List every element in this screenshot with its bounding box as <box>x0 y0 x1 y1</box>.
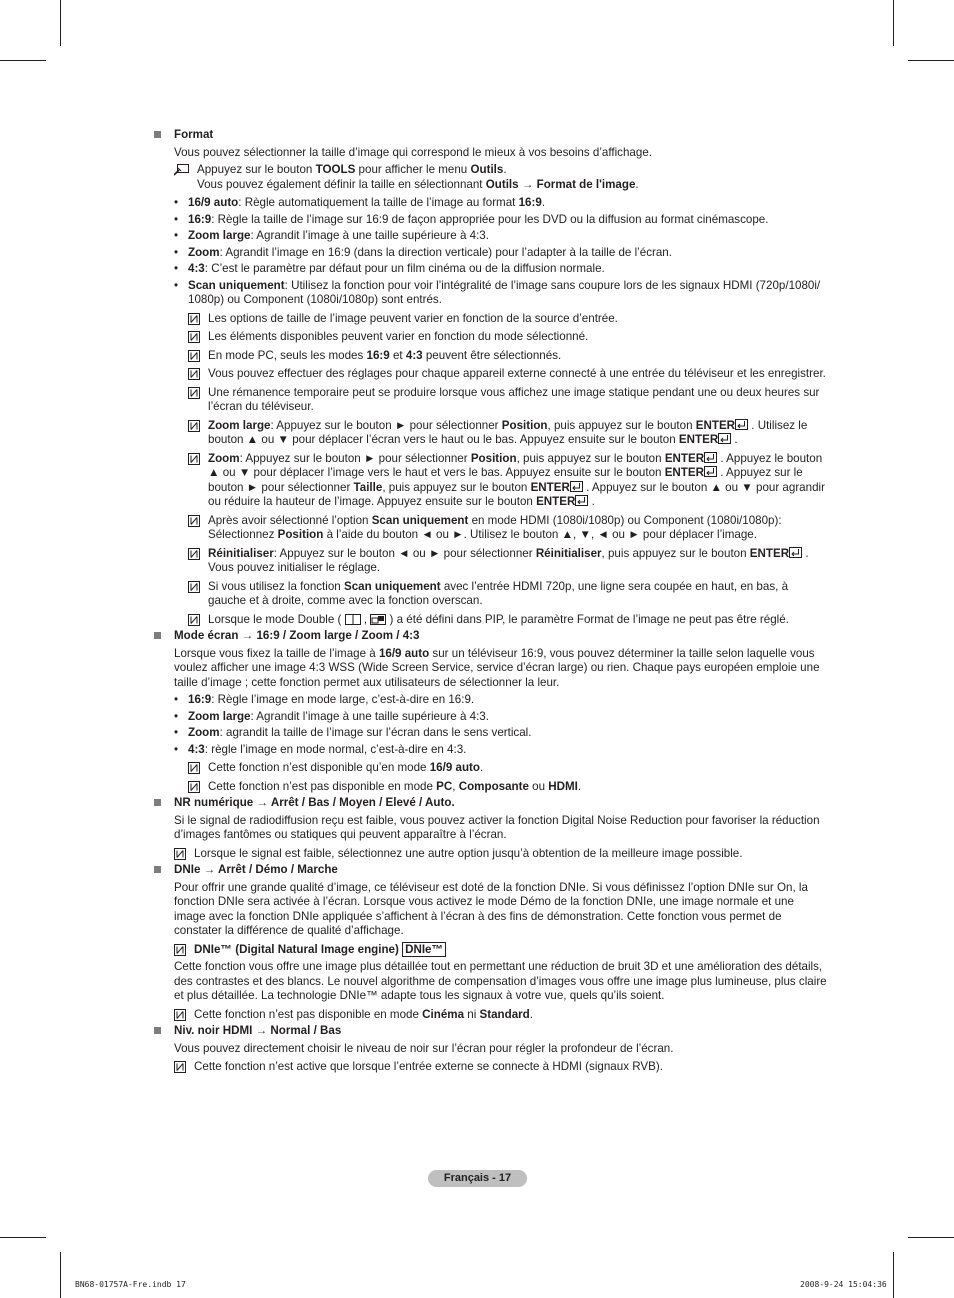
list-item: • 16:9: Règle l’image en mode large, c’est-à-dire en 16:9. <box>174 693 828 708</box>
note: En mode PC, seuls les modes 16:9 et 4:3 peuvent être sélectionnés. <box>174 349 828 364</box>
note: Si vous utilisez la fonction Scan uniquement avec l’entrée HDMI 720p, une ligne sera coupée en haut, en bas, à gauche et à droite, comme avec la fonction overscan. <box>174 580 828 609</box>
section-title: NR numérique → Arrêt / Bas / Moyen / Elevé / Auto. <box>174 796 455 809</box>
note-icon <box>188 313 200 325</box>
enter-icon <box>570 481 583 492</box>
note: Zoom large: Appuyez sur le bouton ► pour sélectionner Position, puis appuyez sur le bouton ENTER . Utilisez le bouton ▲ ou ▼ pour déplacer l’écran vers le haut ou le bas. Appuyez ensuite sur le bouton ENTER . <box>174 419 828 448</box>
option-list <box>174 693 828 794</box>
manual-content <box>152 126 828 1075</box>
note: Lorsque le signal est faible, sélectionnez une autre option jusqu’à obtention de la meilleure image possible. <box>174 847 828 862</box>
crop-mark <box>0 60 46 61</box>
paragraph: Vous pouvez sélectionner la taille d’image qui correspond le mieux à vos besoins d’affichage. <box>174 145 652 159</box>
list-item: • 4:3: C’est le paramètre par défaut pour un film cinéma ou de la diffusion normale. <box>174 262 828 277</box>
tools-line: Vous pouvez également définir la taille en sélectionnant Outils → Format de l'image. <box>197 177 639 191</box>
section-title: Niv. noir HDMI → Normal / Bas <box>174 1024 342 1037</box>
list-item: • Zoom large: Agrandit l’image à une taille supérieure à 4:3. <box>174 710 828 725</box>
note: Cette fonction n’est active que lorsque l’entrée externe se connecte à HDMI (signaux RVB). <box>174 1060 828 1075</box>
page-number-badge: Français - 17 <box>428 1170 527 1187</box>
print-file-info: BN68-01757A-Fre.indb 17 <box>75 1280 186 1289</box>
section-title: Format <box>174 128 214 141</box>
note: Une rémanence temporaire peut se produire lorsque vous affichez une image statique pendant une ou deux heures sur l’écran du téléviseur. <box>174 386 828 415</box>
list-item: • Zoom: agrandit la taille de l’image sur l’écran dans le sens vertical. <box>174 726 828 741</box>
crop-mark <box>908 60 954 61</box>
tools-tip <box>174 163 828 192</box>
note: Cette fonction n’est pas disponible en mode Cinéma ni Standard. <box>174 1008 828 1023</box>
note-icon <box>188 515 200 527</box>
note: Lorsque le mode Double ( , ) a été défini dans PIP, le paramètre Format de l’image ne peut pas être réglé. <box>174 613 828 628</box>
note-icon <box>188 614 200 626</box>
note-icon <box>188 548 200 560</box>
crop-mark <box>908 1237 954 1238</box>
section-format <box>152 128 828 627</box>
section-bullet-icon <box>154 131 161 138</box>
section-nr-numerique <box>152 796 828 861</box>
note: Réinitialiser: Appuyez sur le bouton ◄ ou ► pour sélectionner Réinitialiser, puis appuyez sur le bouton ENTER . Vous pouvez initialiser le réglage. <box>174 547 828 576</box>
list-item: • Zoom: Agrandit l’image en 16:9 (dans la direction verticale) pour l’adapter à la taille de l’écran. <box>174 246 828 261</box>
list-item: • Scan uniquement: Utilisez la fonction pour voir l’intégralité de l’image sans coupure lors de les signaux HDMI (720p/1080i/ 1080p) ou Component (1080i/1080p) sont entrés. Les options de taille de l’image peuvent varier en fonction de la source d’entrée. Les éléments disponibles peuvent varier en fonction du mode sélectionné. En mode PC, seuls les modes 16:9 et 4:3 peuvent être sélectionnés. Vous pouvez effectuer des réglages pour chaque appareil externe connecté à une entrée du téléviseur et les enregistrer. Une rémanence temporaire peut se produire lorsque vous affichez une image statique pendant une ou deux heures sur l’écran du téléviseur. Zoom large: Appuyez sur le bouton ► pour sélectionner Position, puis appuyez sur le bouton ENTER . Utilisez le bouton ▲ ou ▼ pour déplacer l’écran vers le haut ou le bas. Appuyez ensuite sur le bouton ENTER . Zoom: Appuyez sur le bouton ► pour sélectionner Position, puis appuyez sur le bouton ENTER . Appuyez le bouton ▲ ou ▼ pour déplacer l’image vers le haut et vers le bas. Appuyez ensuite sur le bouton ENTER . Appuyez sur le bouton ► pour sélectionner Taille, puis appuyez sur le bouton ENTER . Appuyez sur le bouton ▲ ou ▼ pour agrandir ou réduire la hauteur de l’image. Appuyez ensuite sur le bouton ENTER . Après avoir sélectionné l’option Scan uniquement en mode HDMI (1080i/1080p) ou Component (1080i/1080p): Sélectionnez Position à l’aide du bouton ◄ ou ►. Utilisez le bouton ▲, ▼, ◄ ou ► pour déplacer l’image. Réinitialiser: Appuyez sur le bouton ◄ ou ► pour sélectionner Réinitialiser, puis appuyez sur le bouton ENTER . Vous pouvez initialiser le réglage. Si vous utilisez la fonction Scan uniquement avec l’entrée HDMI 720p, une ligne sera coupée en haut, en bas, à gauche et à droite, comme avec la fonction overscan. Lorsque le mode Double ( , ) a été défini dans PIP, le paramètre Format de l’image ne peut pas être réglé. <box>174 279 828 628</box>
note-icon <box>188 762 200 774</box>
note-icon <box>188 350 200 362</box>
section-bullet-icon <box>154 632 161 639</box>
note-icon <box>174 944 186 956</box>
enter-icon <box>704 466 717 477</box>
note: Cette fonction n’est pas disponible en mode PC, Composante ou HDMI. <box>174 780 828 795</box>
note: Les options de taille de l’image peuvent varier en fonction de la source d’entrée. <box>174 312 828 327</box>
note-icon <box>188 331 200 343</box>
crop-mark <box>893 0 894 46</box>
paragraph: Vous pouvez directement choisir le niveau de noir sur l’écran pour régler la profondeur de l’écran. <box>174 1041 674 1055</box>
section-bullet-icon <box>154 1027 161 1034</box>
enter-icon <box>704 452 717 463</box>
enter-icon <box>718 433 731 444</box>
section-title: Mode écran → 16:9 / Zoom large / Zoom / 4:3 <box>174 629 420 642</box>
note-icon <box>188 781 200 793</box>
crop-mark <box>60 1252 61 1298</box>
pip-double-icon <box>370 614 386 625</box>
note-icon <box>188 420 200 432</box>
option-list <box>174 196 828 627</box>
crop-mark <box>60 0 61 46</box>
note: Cette fonction n’est disponible qu’en mode 16/9 auto. <box>174 761 828 776</box>
enter-icon <box>789 547 802 558</box>
pip-double-icon <box>345 614 361 625</box>
dnie-badge: DNIe™ <box>402 942 446 957</box>
print-datetime: 2008-9-24 15:04:36 <box>800 1280 887 1289</box>
list-item: • 16:9: Règle la taille de l’image sur 16:9 de façon appropriée pour les DVD ou la diffusion au format cinémascope. <box>174 213 828 228</box>
enter-icon <box>735 419 748 430</box>
note-icon <box>174 1009 186 1021</box>
note-icon <box>188 581 200 593</box>
paragraph: Pour offrir une grande qualité d’image, ce téléviseur est doté de la fonction DNIe. Si vous définissez l’option DNIe sur On, la fonction DNIe sera activée à l’écran. Lorsque vous activez le mode Démo de la fonction DNIe, une image normale et une image avec la fonction DNIe appliquée s’affichent à l’écran à des fins de démonstration. Cette fonction vous permet de constater la différence de qualité d’affichage. <box>174 880 808 937</box>
section-bullet-icon <box>154 799 161 806</box>
section-dnie <box>152 863 828 1022</box>
enter-icon <box>575 495 588 506</box>
crop-mark <box>0 1237 46 1238</box>
tools-icon <box>174 164 189 181</box>
paragraph: Cette fonction vous offre une image plus détaillée tout en permettant une réduction de bruit 3D et une amélioration des détails, des contrastes et des blancs. Le nouvel algorithme de compensation d’images vous offre une image plus lumineuse, plus claire et plus détaillée. La technologie DNIe™ adapte tous les signaux à votre vue, quels qu’ils soient. <box>174 960 827 1002</box>
note-icon <box>188 387 200 399</box>
note-icon <box>174 848 186 860</box>
list-item: • 16/9 auto: Règle automatiquement la taille de l’image au format 16:9. <box>174 196 828 211</box>
section-title: DNIe → Arrêt / Démo / Marche <box>174 863 338 876</box>
section-bullet-icon <box>154 866 161 873</box>
section-mode-ecran <box>152 629 828 794</box>
note-icon <box>188 453 200 465</box>
note-icon <box>174 1061 186 1073</box>
note-icon <box>188 368 200 380</box>
tools-line: Appuyez sur le bouton TOOLS pour afficher le menu Outils. <box>197 163 507 176</box>
list-item: • Zoom large: Agrandit l’image à une taille supérieure à 4:3. <box>174 229 828 244</box>
note: Après avoir sélectionné l’option Scan uniquement en mode HDMI (1080i/1080p) ou Component (1080i/1080p): Sélectionnez Position à l’aide du bouton ◄ ou ►. Utilisez le bouton ▲, ▼, ◄ ou ► pour déplacer l’image. <box>174 514 828 543</box>
paragraph: Si le signal de radiodiffusion reçu est faible, vous pouvez activer la fonction Digital Noise Reduction pour favoriser la réduction d’images fantômes ou statiques qui peuvent apparaître à l’écran. <box>174 813 820 841</box>
note: Zoom: Appuyez sur le bouton ► pour sélectionner Position, puis appuyez sur le bouton ENTER . Appuyez le bouton ▲ ou ▼ pour déplacer l’image vers le haut et vers le bas. Appuyez ensuite sur le bouton ENTER . Appuyez sur le bouton ► pour sélectionner Taille, puis appuyez sur le bouton ENTER . Appuyez sur le bouton ▲ ou ▼ pour agrandir ou réduire la hauteur de l’image. Appuyez ensuite sur le bouton ENTER . <box>174 452 828 510</box>
section-niv-noir-hdmi <box>152 1024 828 1075</box>
note: Vous pouvez effectuer des réglages pour chaque appareil externe connecté à une entrée du téléviseur et les enregistrer. <box>174 367 828 382</box>
note: Les éléments disponibles peuvent varier en fonction du mode sélectionné. <box>174 330 828 345</box>
paragraph: Lorsque vous fixez la taille de l’image à 16/9 auto sur un téléviseur 16:9, vous pouvez déterminer la taille selon laquelle vous voulez afficher une image 4:3 WSS (Wide Screen Service, service d’écran large) ou rien. Chaque pays européen emploie une taille d’image ; cette fonction permet aux utilisateurs de sélectionner la leur. <box>174 646 820 689</box>
crop-mark <box>893 1252 894 1298</box>
list-item: • 4:3: règle l’image en mode normal, c’est-à-dire en 4:3. Cette fonction n’est disponible qu’en mode 16/9 auto. Cette fonction n’est pas disponible en mode PC, Composante ou HDMI. <box>174 743 828 795</box>
note: DNIe™ (Digital Natural Image engine) DNIe™ <box>174 943 828 958</box>
